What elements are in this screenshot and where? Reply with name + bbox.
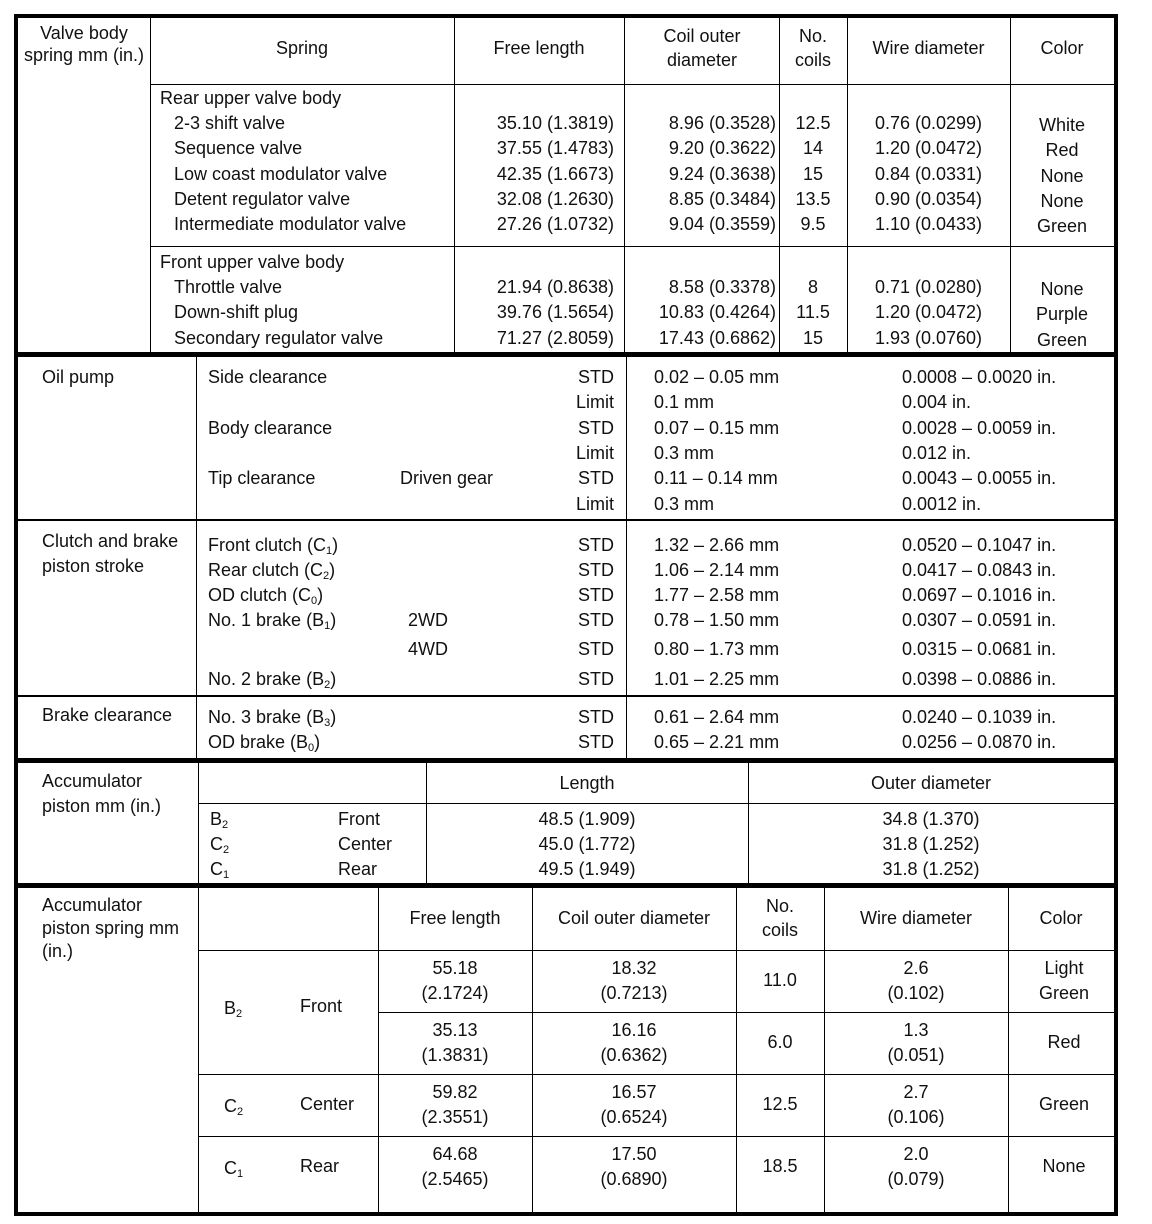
value-mm: 0.61 – 2.64 mm (654, 707, 780, 727)
color-value: Green (1036, 329, 1088, 350)
piston-code-subscript: 2 (222, 819, 229, 831)
piston-code-letter: C (210, 834, 223, 854)
stroke-item-code-subscript: 0 (311, 595, 318, 607)
coil-od-value: 9.20 (0.3622) (668, 138, 776, 159)
accumulator-spring-label: Accumulator piston spring mm (in.) (42, 895, 180, 961)
stroke-item: Rear clutch $(C_2)$ (208, 560, 336, 582)
stroke-item: Front clutch $(C_1)$ (208, 535, 339, 557)
value-in: 0.0697 – 0.1016 in. (902, 585, 1057, 605)
spring-code-subscript: 2 (237, 1106, 244, 1118)
piston-length: 45.0 (1.772) (538, 834, 636, 854)
spring-code-letter: C (224, 1096, 237, 1116)
free-length-value: 37.55 (1.4783) (496, 138, 614, 159)
brake-clearance-section (18, 697, 1114, 758)
spring-coil-od-in: (0.6890) (600, 1169, 668, 1189)
spring-color: Red (1047, 1032, 1081, 1052)
spring-wire-in: (0.079) (887, 1169, 945, 1189)
no-coils-value: 13.5 (795, 188, 831, 209)
value-mm: 0.07 – 0.15 mm (654, 417, 780, 438)
spring-name: Detent regulator valve (174, 188, 351, 209)
wire-diameter-value: 0.76 (0.0299) (874, 113, 983, 133)
spring-name: Secondary regulator valve (174, 327, 384, 348)
header-wire-diameter: Wire diameter (872, 38, 985, 58)
spring-color: None (1042, 1156, 1086, 1176)
wire-diameter-value: 1.20 (0.0472) (874, 302, 983, 323)
stroke-item-name: No. 1 brake (208, 610, 302, 630)
free-length-value: 35.10 (1.3819) (496, 113, 614, 133)
spring-free-length: 59.82 (432, 1082, 478, 1102)
no-coils-value: 15 (802, 327, 824, 348)
spring-name: Throttle valve (174, 277, 283, 297)
wire-diameter-value: 0.90 (0.0354) (874, 188, 983, 209)
spring-free-length: 55.18 (432, 958, 478, 978)
free-length-value: 32.08 (1.2630) (496, 188, 614, 209)
stroke-item-name: Rear clutch (208, 560, 300, 580)
brake-item-code: B (296, 732, 309, 752)
spring-position: Center (300, 1094, 355, 1114)
piston-outer-diameter: 31.8 (1.252) (882, 859, 980, 879)
header-spring-color: Color (1039, 908, 1083, 928)
drive-type: 4WD (408, 639, 448, 659)
piston-position: Rear (338, 859, 378, 879)
stroke-item-code-subscript: 1 (324, 620, 331, 632)
value-mm: 1.06 – 2.14 mm (654, 560, 780, 580)
clearance-item: Tip clearance (208, 468, 316, 489)
spring-position: Rear (300, 1156, 340, 1176)
spring-coil-od-in: (0.7213) (600, 983, 668, 1003)
piston-stroke-section (18, 521, 1114, 695)
spring-wire-in: (0.051) (887, 1045, 945, 1065)
coil-od-value: 9.04 (0.3559) (668, 214, 776, 235)
no-coils-value: 12.5 (795, 113, 831, 133)
value-in: 0.0315 – 0.0681 in. (902, 639, 1057, 659)
value-mm: 0.3 mm (654, 493, 715, 514)
stroke-item-code: C (298, 585, 312, 605)
spring-name: Low coast modulator valve (174, 163, 388, 184)
stroke-item-code: B (312, 669, 325, 689)
piston-code-letter: C (210, 859, 223, 879)
piston-code-subscript: 2 (223, 844, 230, 856)
accumulator-spring-section (18, 888, 1114, 1212)
spring-wire: 2.0 (903, 1144, 929, 1164)
brake-item-code-subscript: 0 (308, 742, 315, 754)
value-mm: 0.1 mm (654, 392, 715, 413)
drive-type: 2WD (408, 610, 448, 630)
spec-kind: STD (578, 732, 614, 752)
stroke-item: No. 2 brake $(B_2)$ (208, 669, 337, 691)
value-in: 0.0417 – 0.0843 in. (902, 560, 1057, 580)
spec-kind: STD (578, 585, 614, 605)
header-free-length: Free length (493, 38, 585, 58)
free-length-value: 39.76 (1.5654) (496, 302, 614, 323)
spring-coil-od: 17.50 (611, 1144, 657, 1164)
group-title-front-upper: Front upper valve body (160, 252, 345, 272)
piston-outer-diameter: 34.8 (1.370) (882, 809, 980, 829)
stroke-item: No. 1 brake $(B_1)$ (208, 610, 337, 632)
spec-kind: STD (578, 560, 614, 580)
clearance-item: Body clearance (208, 417, 333, 438)
stroke-item-code-subscript: 2 (324, 679, 331, 691)
wire-diameter-value: 0.71 (0.0280) (874, 277, 983, 297)
free-length-value: 42.35 (1.6673) (496, 163, 614, 184)
spec-kind: STD (578, 707, 614, 727)
brake-item-name: No. 3 brake (208, 707, 302, 727)
header-accumulator-length: Length (559, 773, 615, 793)
spring-coil-od: 18.32 (611, 958, 657, 978)
coil-od-value: 9.24 (0.3638) (668, 163, 776, 184)
coil-od-value: 8.85 (0.3484) (668, 188, 776, 209)
coil-od-value: 8.58 (0.3378) (668, 277, 776, 297)
coil-od-value: 17.43 (0.6862) (658, 327, 776, 348)
value-in: 0.0028 – 0.0059 in. (902, 417, 1057, 438)
spec-kind: STD (578, 417, 614, 438)
value-in: 0.0256 – 0.0870 in. (902, 732, 1057, 752)
spring-wire: 2.6 (903, 958, 929, 978)
spring-color: Green (1038, 1094, 1090, 1114)
color-value: None (1040, 279, 1084, 299)
brake-item-code: B (312, 707, 325, 727)
piston-stroke-label: Clutch and brake piston stroke (42, 531, 179, 576)
spec-page (14, 14, 1118, 1216)
spring-code-subscript: 2 (236, 1008, 243, 1020)
coil-od-value: 10.83 (0.4264) (658, 302, 776, 323)
spec-kind: STD (578, 639, 614, 659)
piston-length: 48.5 (1.909) (538, 809, 636, 829)
header-no-coils: No. coils (794, 26, 831, 70)
header-coil-outer-diameter: Coil outer diameter (663, 26, 741, 70)
spring-code (224, 1094, 243, 1119)
piston-outer-diameter: 31.8 (1.252) (882, 834, 980, 854)
color-value: White (1038, 115, 1085, 135)
spring-name: 2-3 shift valve (174, 113, 286, 133)
brake-item: No. 3 brake $(B_3)$ (208, 707, 337, 729)
spring-color: Light Green (1038, 958, 1090, 1003)
accumulator-piston-section (18, 763, 1114, 883)
spring-code-letter: C (224, 1158, 237, 1178)
header-accumulator-outer-diameter: Outer diameter (870, 773, 992, 793)
piston-position: Front (338, 809, 381, 829)
stroke-item-name: Front clutch (208, 535, 303, 555)
spring-coil-od: 16.16 (611, 1020, 657, 1040)
no-coils-value: 11.5 (796, 302, 830, 323)
free-length-value: 71.27 (2.8059) (496, 327, 614, 348)
value-in: 0.004 in. (902, 392, 972, 413)
brake-item-name: OD brake (208, 732, 286, 752)
piston-code-letter: B (210, 809, 223, 829)
spring-name: Sequence valve (174, 138, 303, 159)
oil-pump-section (18, 357, 1114, 519)
stroke-item-code-subscript: 2 (323, 570, 330, 582)
spec-kind: STD (578, 367, 614, 387)
wire-diameter-value: 0.84 (0.0331) (874, 163, 983, 184)
wire-diameter-value: 1.93 (0.0760) (874, 327, 983, 348)
spring-no-coils: 11.0 (763, 970, 797, 990)
value-in: 0.0240 – 0.1039 in. (902, 707, 1057, 727)
no-coils-value: 14 (802, 138, 824, 159)
brake-item: OD brake $(B_0)$ (208, 732, 321, 754)
value-mm: 1.32 – 2.66 mm (654, 535, 780, 555)
spring-code-letter: B (224, 998, 237, 1018)
piston-code (210, 832, 229, 857)
color-value: Red (1045, 140, 1079, 161)
clearance-item: Side clearance (208, 367, 328, 387)
brake-item-code-subscript: 3 (324, 717, 331, 729)
oil-pump-label: Oil pump (42, 367, 115, 387)
stroke-item-code-subscript: 1 (326, 545, 333, 557)
spring-name: Intermediate modulator valve (174, 214, 407, 235)
free-length-value: 21.94 (0.8638) (496, 277, 614, 297)
spec-kind: Limit (575, 392, 614, 413)
spec-kind: Limit (575, 442, 614, 463)
spring-free-length-in: (1.3831) (421, 1045, 489, 1065)
spring-free-length-in: (2.3551) (421, 1107, 489, 1127)
spring-coil-od-in: (0.6524) (600, 1107, 668, 1127)
stroke-item-code: B (312, 610, 325, 630)
value-mm: 0.65 – 2.21 mm (654, 732, 780, 752)
value-mm: 0.11 – 0.14 mm (654, 468, 778, 489)
color-value: None (1040, 190, 1084, 211)
accumulator-piston-label: Accumulator piston mm (in.) (42, 771, 162, 816)
spec-kind: STD (578, 535, 614, 555)
value-in: 0.0520 – 0.1047 in. (902, 535, 1057, 555)
value-mm: 1.77 – 2.58 mm (654, 585, 780, 605)
color-value: None (1040, 165, 1084, 186)
spring-wire: 1.3 (903, 1020, 929, 1040)
spec-kind: STD (578, 468, 614, 489)
spring-wire-in: (0.102) (887, 983, 945, 1003)
no-coils-value: 9.5 (800, 214, 826, 235)
spring-free-length: 64.68 (432, 1144, 478, 1164)
stroke-item: OD clutch $(C_0)$ (208, 585, 324, 607)
valve-body-section-label: Valve body spring mm (in.) (23, 23, 144, 65)
spring-code (224, 996, 242, 1021)
value-mm: 1.01 – 2.25 mm (654, 669, 780, 689)
spring-no-coils: 18.5 (762, 1156, 798, 1176)
value-in: 0.0398 – 0.0886 in. (902, 669, 1057, 689)
value-mm: 0.78 – 1.50 mm (654, 610, 780, 630)
spring-no-coils: 6.0 (767, 1032, 793, 1052)
spring-coil-od-in: (0.6362) (600, 1045, 668, 1065)
color-value: Purple (1035, 304, 1089, 325)
header-spring-coil-od: Coil outer diameter (557, 908, 711, 928)
wire-diameter-value: 1.20 (0.0472) (874, 138, 983, 159)
stroke-item-code: C (313, 535, 327, 555)
spring-code (224, 1156, 243, 1181)
coil-od-value: 8.96 (0.3528) (668, 113, 776, 133)
no-coils-value: 15 (802, 163, 824, 184)
no-coils-value: 8 (807, 277, 818, 297)
spec-kind: STD (578, 610, 614, 630)
group-title-rear-upper: Rear upper valve body (160, 88, 342, 108)
header-spring-no-coils: No. coils (761, 896, 798, 940)
free-length-value: 27.26 (1.0732) (496, 214, 614, 235)
piston-code (210, 807, 228, 832)
value-in: 0.0012 in. (902, 493, 982, 514)
spring-free-length-in: (2.1724) (421, 983, 489, 1003)
piston-code-subscript: 1 (223, 869, 230, 881)
spring-coil-od: 16.57 (611, 1082, 657, 1102)
piston-length: 49.5 (1.949) (538, 859, 636, 879)
piston-code (210, 857, 229, 882)
spec-kind: STD (578, 669, 614, 689)
wire-diameter-value: 1.10 (0.0433) (874, 214, 983, 235)
value-in: 0.0008 – 0.0020 in. (902, 367, 1057, 387)
color-value: Green (1036, 216, 1088, 237)
spring-no-coils: 12.5 (762, 1094, 798, 1114)
spring-name: Down-shift plug (174, 302, 299, 323)
piston-position: Center (338, 834, 393, 854)
stroke-item-name: No. 2 brake (208, 669, 302, 689)
spring-position: Front (300, 996, 343, 1016)
spring-free-length: 35.13 (432, 1020, 478, 1040)
clearance-subitem: Driven gear (400, 468, 494, 489)
spec-kind: Limit (575, 493, 614, 514)
header-color: Color (1040, 38, 1084, 58)
header-spring-free-length: Free length (409, 908, 501, 928)
brake-clearance-label: Brake clearance (42, 705, 173, 725)
stroke-item-code: C (310, 560, 324, 580)
spring-wire: 2.7 (903, 1082, 929, 1102)
value-in: 0.0307 – 0.0591 in. (902, 610, 1057, 630)
spring-wire-in: (0.106) (887, 1107, 945, 1127)
value-in: 0.0043 – 0.0055 in. (902, 468, 1057, 489)
header-spring-wire-diameter: Wire diameter (859, 908, 973, 928)
value-mm: 0.02 – 0.05 mm (654, 367, 780, 387)
spring-code-subscript: 1 (237, 1168, 244, 1180)
value-in: 0.012 in. (902, 442, 972, 463)
value-mm: 0.80 – 1.73 mm (654, 639, 780, 659)
value-mm: 0.3 mm (654, 442, 715, 463)
header-spring: Spring (275, 38, 329, 58)
stroke-item-name: OD clutch (208, 585, 288, 605)
valve-body-spring-section (18, 18, 1114, 352)
spring-free-length-in: (2.5465) (421, 1169, 489, 1189)
